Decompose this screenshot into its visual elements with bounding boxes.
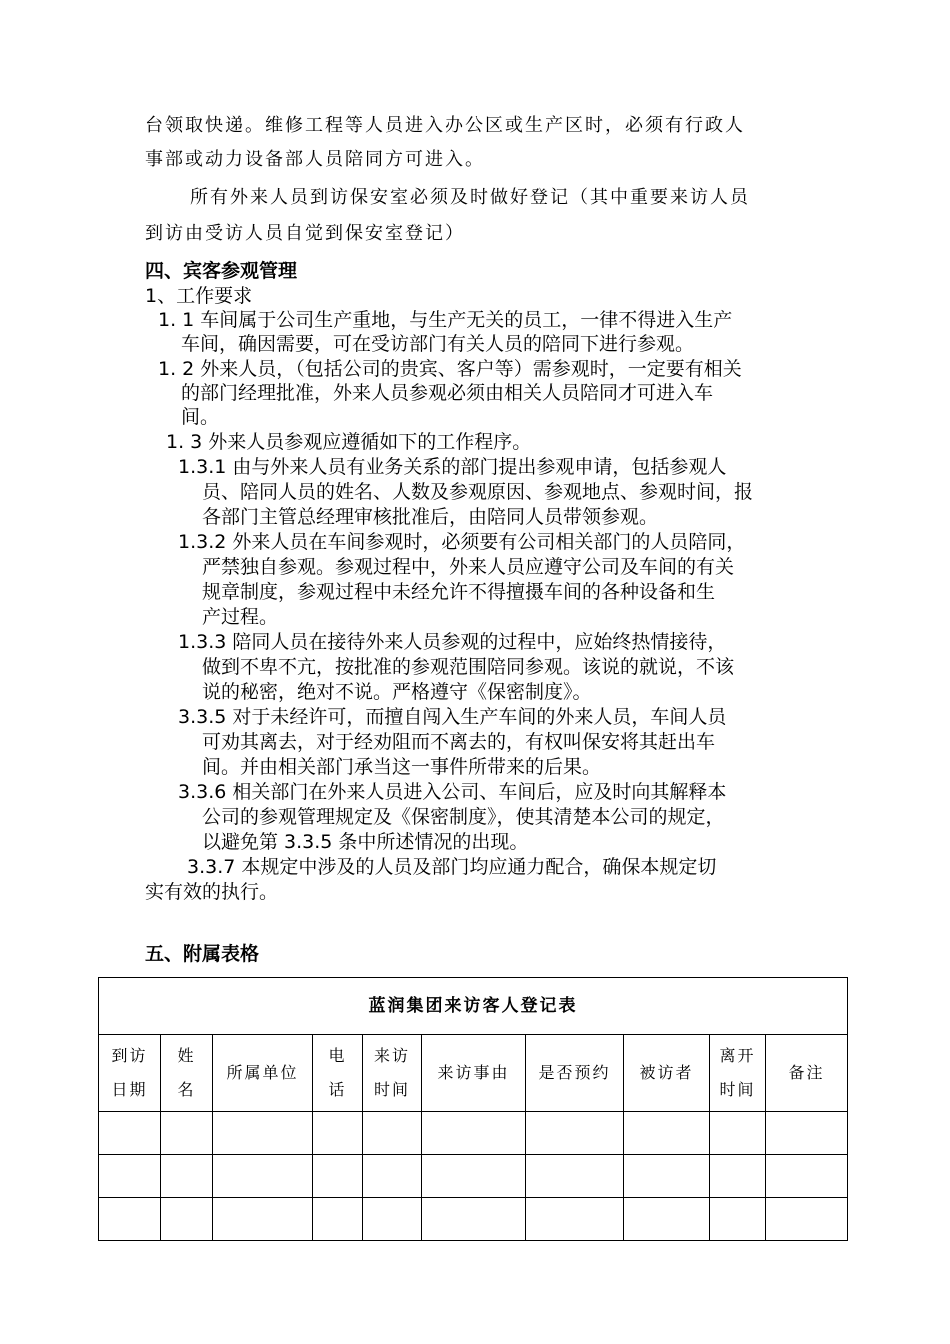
table-cell[interactable] bbox=[766, 1155, 848, 1198]
item-1-3-3-line-1: 1.3.3 陪同人员在接待外来人员参观的过程中，应始终热情接待， bbox=[178, 631, 727, 653]
intro-line-3: 所有外来人员到访保安室必须及时做好登记（其中重要来访人员 bbox=[190, 187, 750, 208]
item-1-1-line-2: 车间，确因需要，可在受访部门有关人员的陪同下进行参观。 bbox=[181, 333, 695, 355]
table-cell[interactable] bbox=[213, 1155, 313, 1198]
table-cell[interactable] bbox=[363, 1198, 422, 1241]
table-cell[interactable] bbox=[526, 1112, 624, 1155]
item-3-3-7-line-1: 3.3.7 本规定中涉及的人员及部门均应通力配合，确保本规定切 bbox=[187, 856, 717, 878]
table-cell[interactable] bbox=[363, 1155, 422, 1198]
header-visit-reason: 来访事由 bbox=[422, 1035, 526, 1112]
item-3-3-5-line-1: 3.3.5 对于未经许可，而擅自闯入生产车间的外来人员，车间人员 bbox=[178, 706, 727, 728]
table-cell[interactable] bbox=[624, 1155, 710, 1198]
table-cell[interactable] bbox=[526, 1155, 624, 1198]
header-departure-time: 离开 时间 bbox=[710, 1035, 766, 1112]
item-1-3-1-line-3: 各部门主管总经理审核批准后，由陪同人员带领参观。 bbox=[202, 506, 659, 528]
header-appointment: 是否预约 bbox=[526, 1035, 624, 1112]
header-name: 姓 名 bbox=[161, 1035, 213, 1112]
table-cell[interactable] bbox=[313, 1198, 363, 1241]
intro-line-4: 到访由受访人员自觉到保安室登记） bbox=[145, 223, 465, 244]
section-5-title: 五、附属表格 bbox=[145, 943, 260, 965]
item-1-3-3-line-3: 说的秘密，绝对不说。严格遵守《保密制度》。 bbox=[202, 681, 592, 703]
table-cell[interactable] bbox=[624, 1112, 710, 1155]
item-3-3-5-line-2: 可劝其离去，对于经劝阻而不离去的，有权叫保安将其赶出车 bbox=[202, 731, 716, 753]
table-cell[interactable] bbox=[422, 1198, 526, 1241]
header-visit-date: 到访 日期 bbox=[99, 1035, 161, 1112]
table-cell[interactable] bbox=[624, 1198, 710, 1241]
visitor-registration-table bbox=[98, 977, 848, 1241]
table-cell[interactable] bbox=[161, 1155, 213, 1198]
table-cell[interactable] bbox=[313, 1112, 363, 1155]
table-row bbox=[99, 1198, 848, 1241]
table-cell[interactable] bbox=[526, 1198, 624, 1241]
table-cell[interactable] bbox=[99, 1112, 161, 1155]
table-cell[interactable] bbox=[99, 1155, 161, 1198]
table-cell[interactable] bbox=[710, 1155, 766, 1198]
table-cell[interactable] bbox=[313, 1155, 363, 1198]
table-cell[interactable] bbox=[161, 1198, 213, 1241]
item-3-3-6-line-1: 3.3.6 相关部门在外来人员进入公司、车间后，应及时向其解释本 bbox=[178, 781, 727, 803]
table-title: 蓝润集团来访客人登记表 bbox=[99, 978, 848, 1035]
item-1-2-line-1: 1. 2 外来人员，（包括公司的贵宾、客户等）需参观时，一定要有相关 bbox=[158, 358, 742, 380]
item-1-3-1-line-2: 员、陪同人员的姓名、人数及参观原因、参观地点、参观时间，报 bbox=[202, 481, 754, 503]
item-1-3-3-line-2: 做到不卑不亢，按批准的参观范围陪同参观。该说的就说，不该 bbox=[202, 656, 735, 678]
table-cell[interactable] bbox=[766, 1198, 848, 1241]
header-organization: 所属单位 bbox=[213, 1035, 313, 1112]
item-3-3-5-line-3: 间。并由相关部门承当这一事件所带来的后果。 bbox=[202, 756, 602, 778]
table-cell[interactable] bbox=[766, 1112, 848, 1155]
item-1-3-2-line-3: 规章制度，参观过程中未经允许不得擅摄车间的各种设备和生 bbox=[202, 581, 716, 603]
table-cell[interactable] bbox=[422, 1155, 526, 1198]
table-cell[interactable] bbox=[363, 1112, 422, 1155]
item-1-2-line-3: 间。 bbox=[181, 406, 220, 428]
item-3-3-6-line-3: 以避免第 3.3.5 条中所述情况的出现。 bbox=[202, 831, 529, 853]
item-1-3-1-line-1: 1.3.1 由与外来人员有业务关系的部门提出参观申请，包括参观人 bbox=[178, 456, 727, 478]
intro-line-1: 台领取快递。维修工程等人员进入办公区或生产区时，必须有行政人 bbox=[145, 115, 745, 136]
table-cell[interactable] bbox=[213, 1198, 313, 1241]
item-3-3-7-line-2: 实有效的执行。 bbox=[145, 881, 279, 903]
section-4-title: 四、宾客参观管理 bbox=[145, 260, 298, 282]
item-1-3-2-line-4: 产过程。 bbox=[202, 606, 279, 628]
table-cell[interactable] bbox=[161, 1112, 213, 1155]
header-phone: 电 话 bbox=[313, 1035, 363, 1112]
item-3-3-6-line-2: 公司的参观管理规定及《保密制度》，使其清楚本公司的规定， bbox=[202, 806, 725, 828]
table-cell[interactable] bbox=[213, 1112, 313, 1155]
header-arrival-time: 来访 时间 bbox=[363, 1035, 422, 1112]
table-header-row bbox=[99, 1035, 848, 1112]
item-1-3: 1. 3 外来人员参观应遵循如下的工作程序。 bbox=[166, 431, 532, 453]
section-4-subtitle: 1、工作要求 bbox=[145, 285, 253, 307]
table-cell[interactable] bbox=[422, 1112, 526, 1155]
item-1-3-2-line-1: 1.3.2 外来人员在车间参观时，必须要有公司相关部门的人员陪同， bbox=[178, 531, 746, 553]
item-1-1-line-1: 1. 1 车间属于公司生产重地，与生产无关的员工，一律不得进入生产 bbox=[158, 309, 733, 331]
table-cell[interactable] bbox=[99, 1198, 161, 1241]
table-row bbox=[99, 1112, 848, 1155]
intro-line-2: 事部或动力设备部人员陪同方可进入。 bbox=[145, 149, 485, 170]
table-cell[interactable] bbox=[710, 1198, 766, 1241]
table-row bbox=[99, 1155, 848, 1198]
header-host: 被访者 bbox=[624, 1035, 710, 1112]
item-1-3-2-line-2: 严禁独自参观。参观过程中，外来人员应遵守公司及车间的有关 bbox=[202, 556, 735, 578]
table-cell[interactable] bbox=[710, 1112, 766, 1155]
header-remarks: 备注 bbox=[766, 1035, 848, 1112]
item-1-2-line-2: 的部门经理批准，外来人员参观必须由相关人员陪同才可进入车 bbox=[181, 382, 714, 404]
